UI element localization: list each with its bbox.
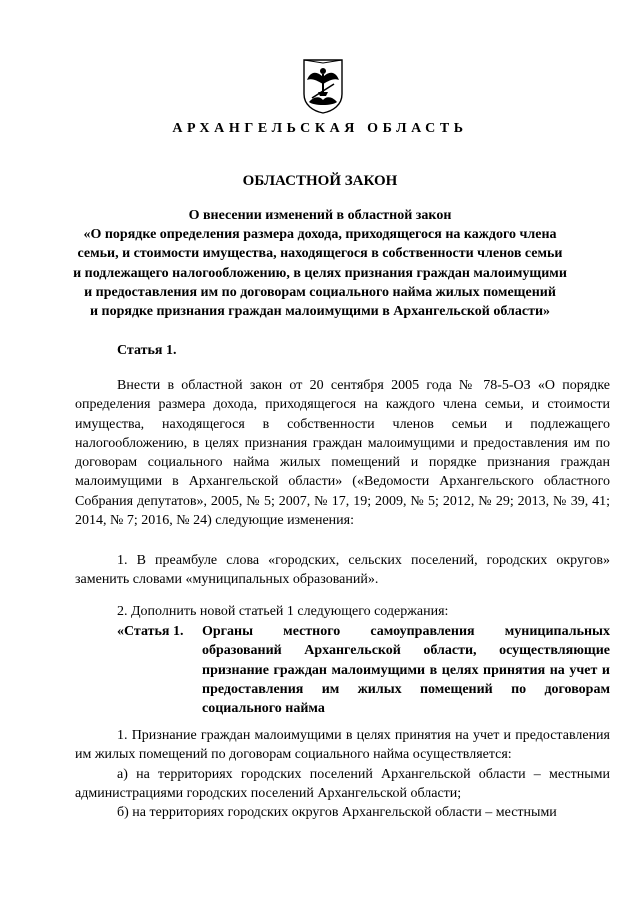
law-title: [50, 206, 590, 321]
amendment-item-2-block: [75, 602, 610, 621]
law-title-line: «О порядке определения размера дохода, приходящегося на каждого члена: [83, 227, 557, 243]
amendment-item-1-block: [75, 551, 610, 590]
law-title-line: и подлежащего налогообложению, в целях признания граждан малоимущими: [73, 265, 567, 281]
amendment-item-2: 2. Дополнить новой статьей 1 следующего содержания:: [117, 604, 449, 619]
document-type: ОБЛАСТНОЙ ЗАКОН: [242, 173, 398, 189]
new-article-number: «Статья 1.: [117, 624, 184, 639]
amendment-item-1: 1. В преамбуле слова «городских, сельских поселений, городских округов» заменить словами «муниципальных образований».: [75, 553, 610, 588]
new-article-subitem-b: б) на территориях городских округов Архангельской области – местными: [117, 805, 557, 821]
law-title-line: О внесении изменений в областной закон: [188, 208, 452, 223]
law-title-line: и предоставления им по договорам социального найма жилых помещений: [84, 284, 556, 300]
law-title-line: и порядке признания граждан малоимущими в Архангельской области»: [89, 304, 551, 320]
article-heading: Статья 1.: [117, 343, 177, 358]
article-intro-block: [75, 376, 610, 530]
new-article-body: [75, 726, 610, 822]
law-title-line: семьи, и стоимости имущества, находящегося в собственности членов семьи: [77, 246, 563, 262]
new-article-heading: [117, 622, 610, 718]
arkhangelsk-coat-of-arms-icon: [300, 58, 346, 114]
new-article-paragraph-1: 1. Признание граждан малоимущими в целях принятия на учет и предоставления им жилых помещений по договорам социального найма осуществляется:: [75, 728, 610, 763]
region-name: АРХАНГЕЛЬСКАЯ ОБЛАСТЬ: [172, 121, 468, 136]
new-article-title: Органы местного самоуправления муниципальных образований Архангельской области, осуществляющие признание граждан малоимущими в целях принятия на учет и предоставления им жилых помещений по договорам социального найма: [202, 624, 610, 717]
new-article-subitem-a: а) на территориях городских поселений Архангельской области – местными администрациями городских поселений Архангельской области;: [75, 766, 610, 801]
article-intro-paragraph: Внести в областной закон от 20 сентября 2005 года № 78-5-ОЗ «О порядке определения размера дохода, приходящегося на каждого члена семьи, и стоимости имущества, находящегося в собственности членов семьи и подлежащего налогообложению, в целях признания граждан малоимущими и предоставления им по договорам социального найма жилых помещений и порядке признания граждан малоимущими в Архангельской области» («Ведомости Архангельского областного Собрания депутатов», 2005, № 5; 2007, № 17, 19; 2009, № 5; 2012, № 29; 2013, № 39, 41; 2014, № 7; 2016, № 24) следующие изменения:: [75, 378, 610, 529]
